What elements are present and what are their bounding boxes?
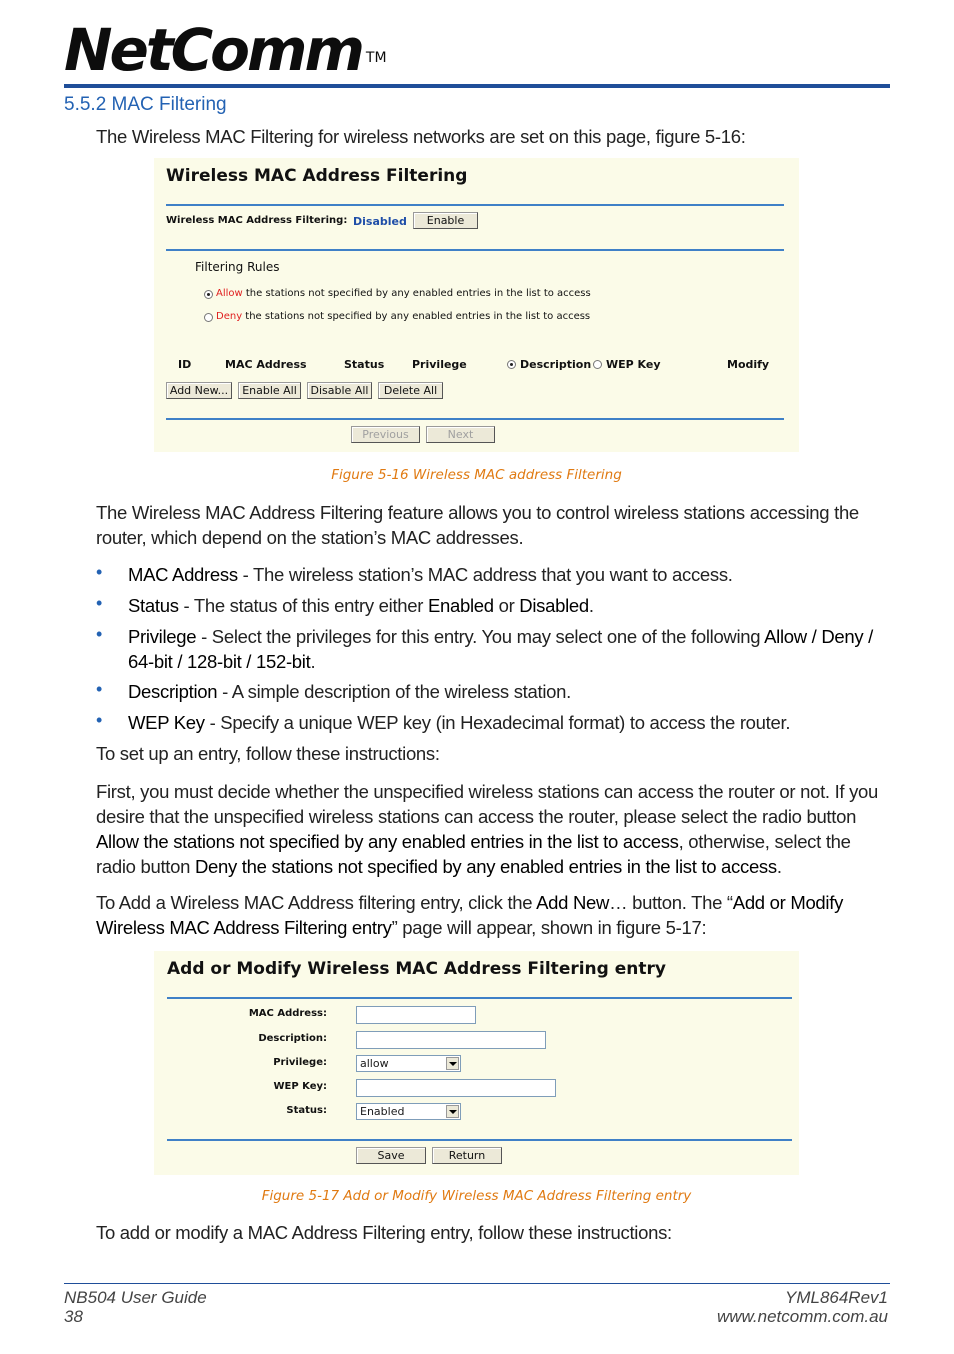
footer-guide: NB504 User Guide <box>64 1288 207 1307</box>
col-modify: Modify <box>727 358 770 371</box>
chevron-down-icon <box>446 1105 459 1118</box>
filtering-status-label: Wireless MAC Address Filtering: <box>166 215 348 226</box>
filtering-rules-title: Filtering Rules <box>195 260 280 274</box>
footer-rule <box>64 1283 890 1284</box>
divider <box>167 997 792 999</box>
status-label: Status: <box>286 1105 327 1116</box>
figure-5-16-caption: Figure 5-16 Wireless MAC address Filtering <box>331 467 622 483</box>
figure-5-17-caption: Figure 5-17 Add or Modify Wireless MAC Address Filtering entry <box>261 1188 692 1204</box>
next-button[interactable]: Next <box>426 426 495 443</box>
mac-address-input[interactable] <box>356 1006 476 1024</box>
privilege-label: Privilege: <box>273 1057 327 1068</box>
status-select[interactable]: Enabled <box>356 1103 461 1120</box>
enable-all-button[interactable]: Enable All <box>238 382 301 399</box>
allow-rule-text: Allow the stations not specified by any enabled entries in the list to access <box>216 288 591 299</box>
bullet-icon: • <box>96 562 103 582</box>
divider <box>166 204 784 206</box>
bullet-icon: • <box>96 679 103 699</box>
figure-5-17-screenshot <box>154 951 799 1175</box>
footer-page-number: 38 <box>64 1307 83 1326</box>
col-id: ID <box>178 358 192 371</box>
return-button[interactable]: Return <box>432 1147 502 1164</box>
bullet-icon: • <box>96 593 103 613</box>
bullet-icon: • <box>96 624 103 644</box>
description-radio[interactable] <box>507 360 516 369</box>
add-new-button[interactable]: Add New... <box>166 382 232 399</box>
netcomm-logo: NetComm ™ <box>64 16 387 84</box>
previous-button[interactable]: Previous <box>351 426 420 443</box>
deny-radio[interactable] <box>204 313 213 322</box>
description-label: Description: <box>258 1033 327 1044</box>
panel-title: Add or Modify Wireless MAC Address Filtering entry <box>167 959 666 979</box>
delete-all-button[interactable]: Delete All <box>378 382 443 399</box>
divider <box>167 1139 792 1141</box>
panel-title: Wireless MAC Address Filtering <box>166 166 468 186</box>
paragraph-add: To Add a Wireless MAC Address filtering entry, click the Add New… button. The “Add or Modify Wireless MAC Address Filtering entry” page will appear, shown in figure 5-17: <box>96 892 844 938</box>
divider <box>166 418 784 420</box>
paragraph-first: First, you must decide whether the unspecified wireless stations can access the router or not. If you desire that the unspecified wireless stations can access the router, please select the radio button Allow the stations not specified by any enabled entries in the list to access, otherwise, select the radio button Deny the stations not specified by any enabled entries in the list to access. <box>96 781 879 877</box>
col-status: Status <box>344 358 385 371</box>
col-privilege: Privilege <box>412 358 467 371</box>
filtering-status-value: Disabled <box>353 215 407 228</box>
intro-text: The Wireless MAC Filtering for wireless networks are set on this page, figure 5-16: <box>96 126 746 147</box>
footer-revision: YML864Rev1 <box>784 1288 888 1307</box>
mac-address-label: MAC Address: <box>248 1008 327 1019</box>
footer-url[interactable]: www.netcomm.com.au <box>717 1307 888 1326</box>
privilege-select[interactable]: allow <box>356 1055 461 1072</box>
enable-button[interactable]: Enable <box>413 212 478 229</box>
section-title: 5.5.2 MAC Filtering <box>64 94 227 115</box>
col-description: Description <box>520 358 592 371</box>
wep-key-radio[interactable] <box>593 360 602 369</box>
paragraph-intro: The Wireless MAC Address Filtering feature allows you to control wireless stations accessing the router, which depend on the station’s MAC addresses. <box>96 502 859 548</box>
description-input[interactable] <box>356 1031 546 1049</box>
header-rule <box>64 84 890 88</box>
wep-key-input[interactable] <box>356 1079 556 1097</box>
save-button[interactable]: Save <box>356 1147 426 1164</box>
allow-radio[interactable] <box>204 290 213 299</box>
wep-key-label: WEP Key: <box>273 1081 327 1092</box>
figure-5-16-screenshot <box>154 158 799 452</box>
bullet-icon: • <box>96 710 103 730</box>
disable-all-button[interactable]: Disable All <box>307 382 372 399</box>
col-wep-key: WEP Key <box>606 358 661 371</box>
chevron-down-icon <box>446 1057 459 1070</box>
deny-rule-text: Deny the stations not specified by any enabled entries in the list to access <box>216 311 591 322</box>
trademark: TM <box>365 50 387 66</box>
col-mac-address: MAC Address <box>225 358 307 371</box>
paragraph-instructions: To add or modify a MAC Address Filtering entry, follow these instructions: <box>96 1222 672 1243</box>
paragraph-setup: To set up an entry, follow these instructions: <box>96 743 440 764</box>
divider <box>166 249 784 251</box>
